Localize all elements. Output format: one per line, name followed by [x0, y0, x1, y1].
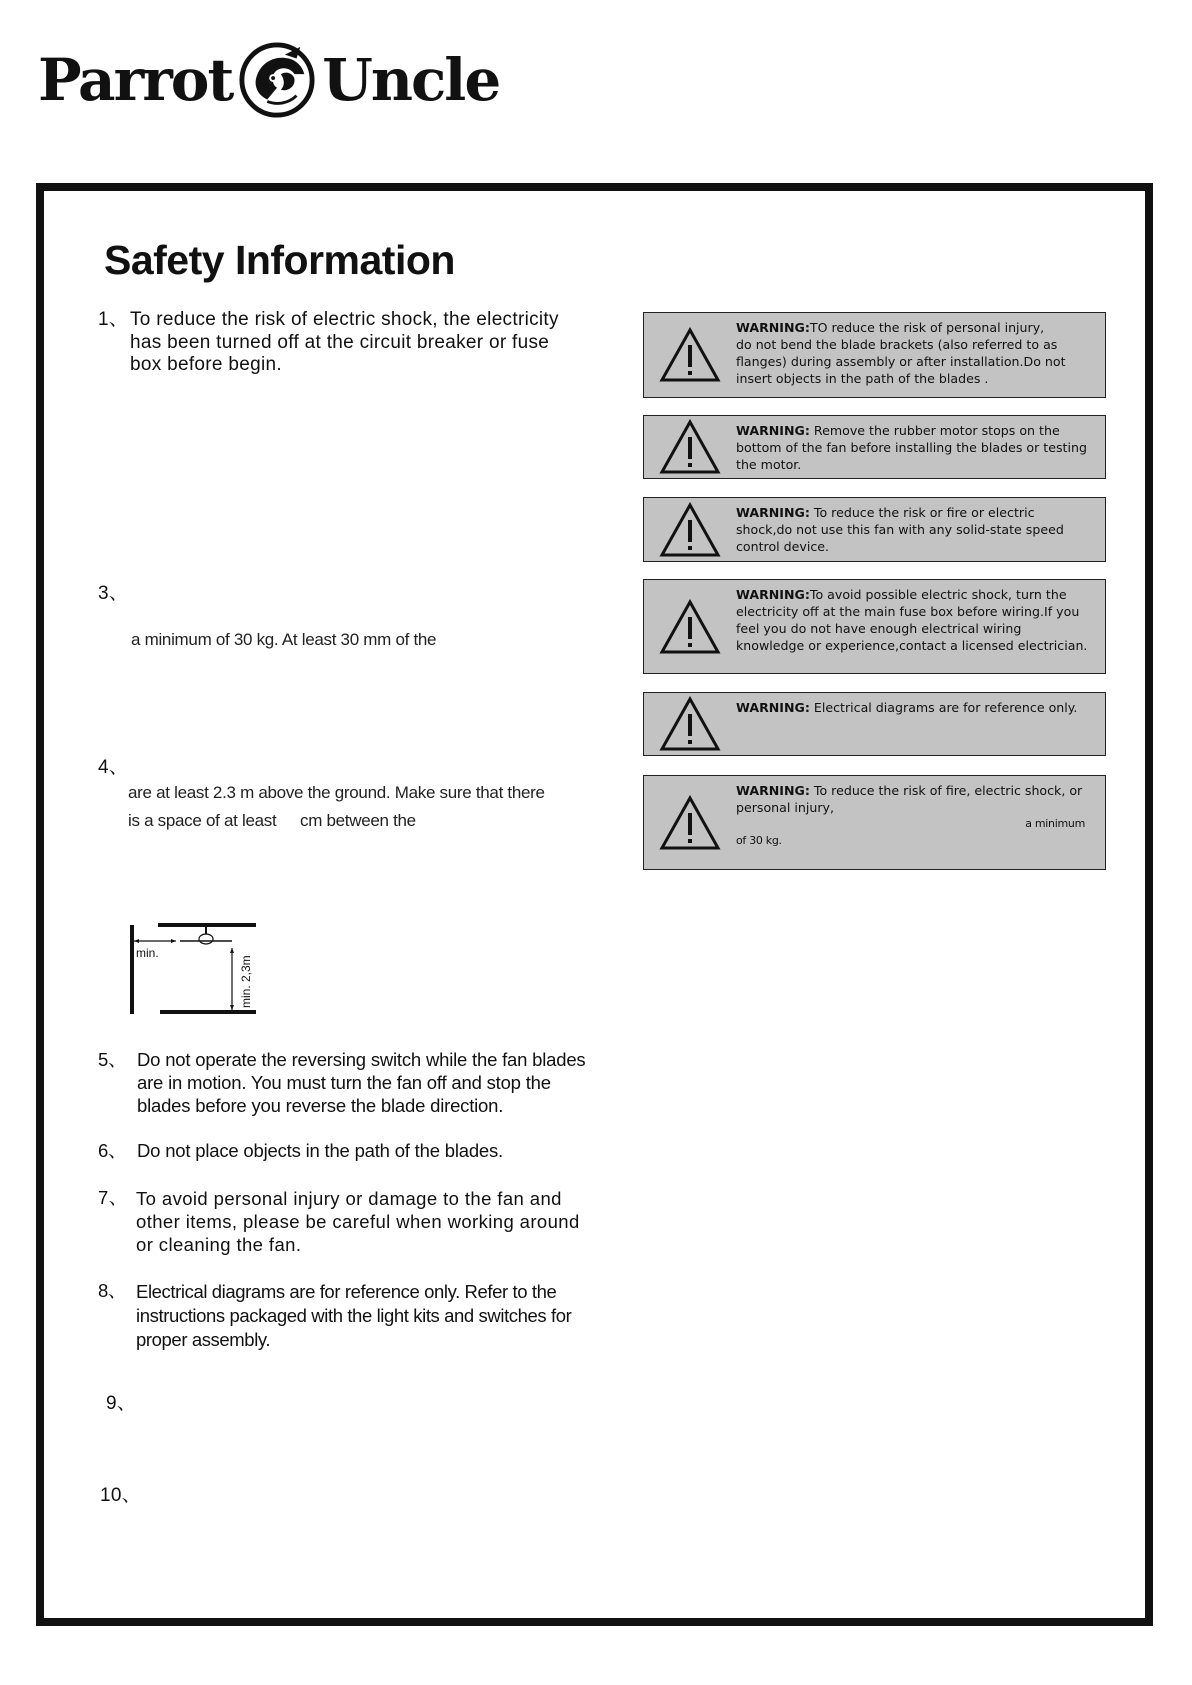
warning-fragment-left: of 30 kg.: [736, 834, 782, 847]
diagram-height-label: min. 2,3m: [239, 955, 253, 1008]
warning-triangle-icon: [659, 599, 721, 655]
item-text: Electrical diagrams are for reference only. Refer to the instructions packaged with the light kits and switches for proper assembly.: [136, 1281, 572, 1350]
warning-text: To reduce the risk of fire, electric shock, or personal injury,: [736, 783, 1083, 815]
item-number: 5、: [98, 1049, 127, 1070]
warning-triangle-icon: [659, 696, 721, 752]
warning-text: To reduce the risk or fire or electric shock,do not use this fan with any solid-state speed control device.: [736, 505, 1064, 554]
item-text: To reduce the risk of electric shock, the electricity has been turned off at the circuit breaker or fuse box before begin.: [130, 309, 559, 375]
warning-label: WARNING:: [736, 423, 810, 438]
warning-triangle-icon: [659, 419, 721, 475]
item-number: 1、: [98, 309, 129, 330]
content-frame: [36, 183, 1153, 1626]
item-number: 9、: [106, 1393, 137, 1414]
warning-box: [643, 497, 1106, 562]
item-3-fragment: a minimum of 30 kg. At least 30 mm of the: [131, 630, 437, 649]
warning-label: WARNING:: [736, 783, 810, 798]
item-number: 3、: [98, 583, 129, 604]
warning-box: [643, 775, 1106, 870]
warning-text: Electrical diagrams are for reference only.: [809, 700, 1078, 715]
warning-box: [643, 312, 1106, 398]
warning-box: [643, 579, 1106, 674]
parrot-logo-icon: [238, 41, 316, 119]
warning-fragment-right: a minimum: [1025, 817, 1085, 830]
item-number: 7、: [98, 1187, 128, 1208]
item-4-fragment-line1: are at least 2.3 m above the ground. Make sure that there: [128, 783, 545, 802]
warning-label: WARNING:: [736, 700, 810, 715]
warning-text: Remove the rubber motor stops on the bottom of the fan before installing the blades or testing the motor.: [736, 423, 1087, 472]
item-4-fragment-line2a: is a space of at least: [128, 811, 277, 830]
logo-word-right: Uncle: [322, 46, 500, 114]
item-text: To avoid personal injury or damage to the fan and other items, please be careful when working around or cleaning the fan.: [136, 1188, 580, 1255]
warning-label: WARNING:: [736, 587, 810, 602]
warning-triangle-icon: [659, 327, 721, 383]
logo-word-left: Parrot: [38, 46, 233, 114]
warning-box: [643, 692, 1106, 756]
page-title: Safety Information: [104, 237, 455, 283]
brand-logo: [38, 40, 499, 120]
warning-triangle-icon: [659, 502, 721, 558]
warning-triangle-icon: [659, 795, 721, 851]
clearance-diagram: [128, 918, 264, 1018]
warning-text: To avoid possible electric shock, turn the electricity off at the main fuse box before wiring.If you feel you do not have enough electrical wiring knowledge or experience,contact a licensed electrician.: [736, 587, 1088, 653]
item-number: 6、: [98, 1140, 127, 1161]
item-text: Do not operate the reversing switch while the fan blades are in motion. You must turn the fan off and stop the blades before you reverse the blade direction.: [137, 1049, 586, 1116]
diagram-min-label: min.: [136, 946, 159, 960]
item-number: 8、: [98, 1280, 126, 1301]
item-number: 4、: [98, 757, 129, 778]
item-text: Do not place objects in the path of the blades.: [137, 1140, 503, 1161]
warning-label: WARNING:: [736, 505, 810, 520]
item-4-fragment-line2b: cm between the: [300, 811, 416, 830]
warning-text: TO reduce the risk of personal injury, do not bend the blade brackets (also referred to as flanges) during assembly or after installation.Do not insert objects in the path of the blades .: [736, 320, 1066, 386]
warning-label: WARNING:: [736, 320, 810, 335]
warning-box: [643, 415, 1106, 479]
item-number: 10、: [100, 1485, 142, 1506]
